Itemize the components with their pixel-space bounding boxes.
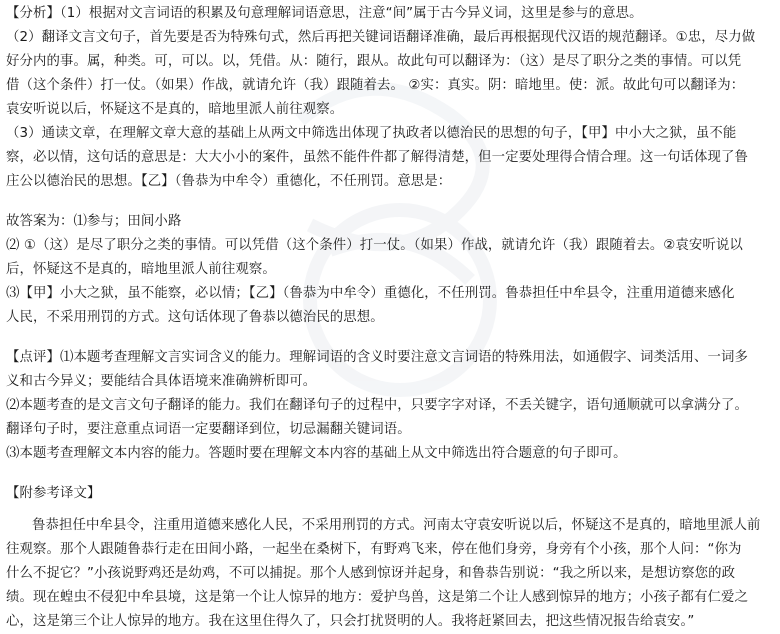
answer-line: 故答案为：⑴参与；田间小路 xyxy=(6,214,182,229)
translation-section xyxy=(6,482,776,634)
analysis-line: 【分析】（1）根据对文言词语的积累及句意理解词语意思，注意“间”属于古今异义词，这里是参与的意思。 xyxy=(6,6,643,21)
analysis-section xyxy=(6,2,776,194)
comment-line: 翻译句子时，要注意重点词语一定要翻译到位，切忌漏翻关键词语。 xyxy=(6,422,411,437)
answer-line: ⑶【甲】小大之狱，虽不能察，必以情；【乙】（鲁恭为中牟令）重德化，不任刑罚。鲁恭担任中牟县令，注重用道德来感化 xyxy=(6,286,735,301)
comment-line: ⑵本题考查的是文言文句子翻译的能力。我们在翻译句子的过程中，只要字字对译，不丢关键字，语句通顺就可以拿满分了。 xyxy=(6,398,748,413)
comment-section xyxy=(6,346,776,466)
translation-line: 往观察。那个人跟随鲁恭行走在田间小路，一起坐在桑树下，有野鸡飞来，停在他们身旁，身旁有个小孩，那个人问：“你为 xyxy=(6,542,742,557)
analysis-line: （2）翻译文言文句子，首先要是否为特殊句式，然后再把关键词语翻译准确，最后再根据现代汉语的规范翻译。①忠，尽力做 xyxy=(6,30,756,45)
analysis-line: 借（这个条件）打一仗。（如果）作战，就请允许（我）跟随着去。 ②实：真实。阴：暗地里。使：派。故此句可以翻译为： xyxy=(6,78,745,93)
analysis-line: 好分内的事。属，种类。可，可以。以，凭借。从：随行，跟从。故此句可以翻译为：（这）是尽了职分之类的事情。可以凭 xyxy=(6,54,742,69)
comment-line: 义和古今异义；要能结合具体语境来准确辨析即可。 xyxy=(6,374,317,389)
comment-line: 【点评】⑴本题考查理解文言实词含义的能力。理解词语的含义时要注意文言词语的特殊用法，如通假字、词类活用、一词多 xyxy=(6,350,748,365)
solution-document xyxy=(6,2,776,634)
translation-line: 绩。现在蝗虫不侵犯中牟县境，这是第一个让人惊异的地方：爱护鸟兽，这是第二个让人感到惊异的地方；小孩子都有仁爱之 xyxy=(6,590,748,605)
answer-line: 后，怀疑这不是真的，暗地里派人前往观察。 xyxy=(6,262,276,277)
comment-line: ⑶本题考查理解文本内容的能力。答题时要在理解文本内容的基础上从文中筛选出符合题意的句子即可。 xyxy=(6,446,627,461)
answer-line: ⑵ ①（这）是尽了职分之类的事情。可以凭借（这个条件）打一仗。（如果）作战，就请允许（我）跟随着去。②袁安听说以 xyxy=(6,238,743,253)
translation-line: 心，这是第三个让人惊异的地方。我在这里住得久了，只会打扰贤明的人。我将赶紧回去，把这些情况报告给袁安。” xyxy=(6,614,695,629)
answer-section xyxy=(6,210,776,330)
answer-line: 人民，不采用刑罚的方式。这句话体现了鲁恭以德治民的思想。 xyxy=(6,310,384,325)
translation-heading: 【附参考译文】 xyxy=(6,486,101,501)
translation-line: 什么不捉它？”小孩说野鸡还是幼鸡，不可以捕捉。那个人感到惊讶并起身，和鲁恭告别说：“我之所以来，是想访察您的政 xyxy=(6,566,736,581)
analysis-line: （3）通读文章，在理解文章大意的基础上从两文中筛选出体现了执政者以德治民的思想的句子，【甲】中小大之狱，虽不能 xyxy=(6,126,737,141)
analysis-line: 庄公以德治民的思想。【乙】（鲁恭为中牟令）重德化，不任刑罚。意思是： xyxy=(6,174,452,189)
analysis-line: 察，必以情，这句话的意思是：大大小小的案件，虽然不能件件都了解得清楚，但一定要处理得合情合理。这一句话体现了鲁 xyxy=(6,150,748,165)
translation-line: 鲁恭担任中牟县令，注重用道德来感化人民，不采用刑罚的方式。河南太守袁安听说以后，怀疑这不是真的，暗地里派人前 xyxy=(32,518,761,533)
analysis-line: 袁安听说以后，怀疑这不是真的，暗地里派人前往观察。 xyxy=(6,102,344,117)
